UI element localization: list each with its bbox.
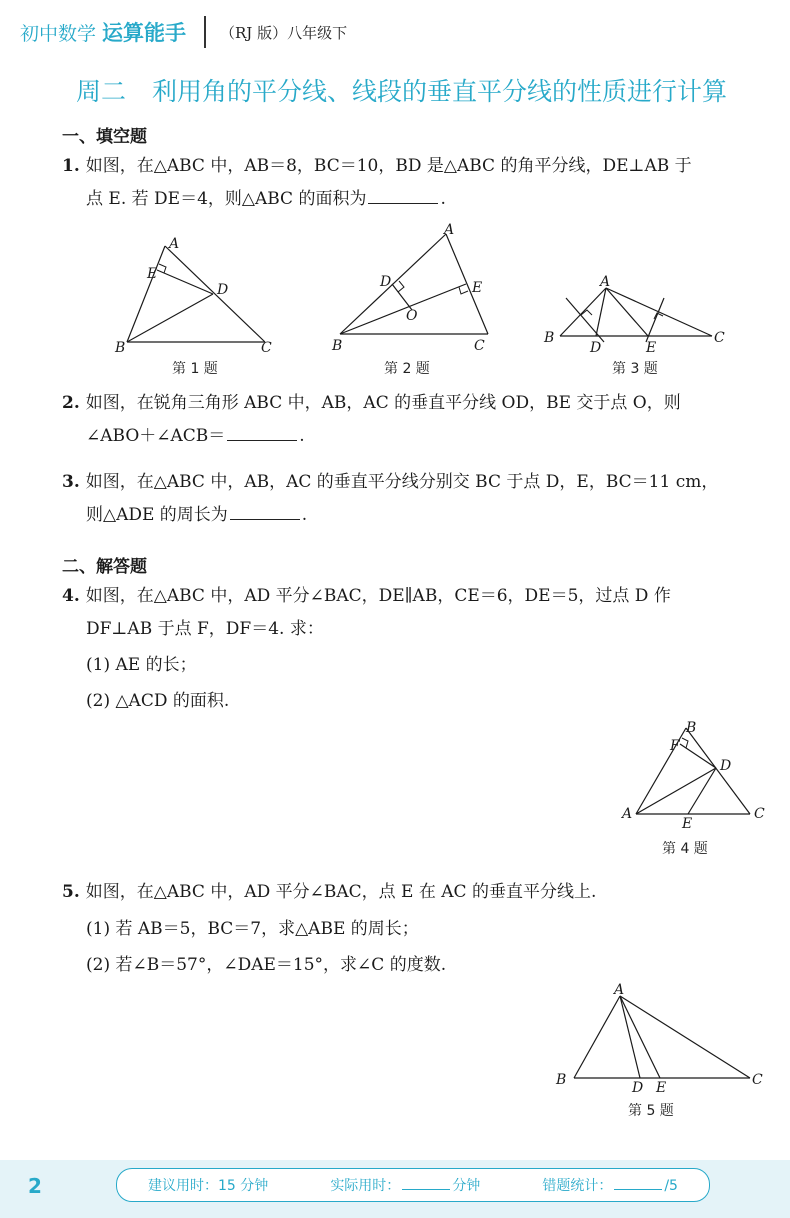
q5-line1: 如图，在△ABC 中，AD 平分∠BAC，点 E 在 AC 的垂直平分线上.: [85, 882, 597, 902]
error-count-total: /5: [664, 1178, 678, 1194]
q5-sub1: (1) 若 AB＝5，BC＝7，求△ABE 的周长；: [86, 919, 419, 939]
fig3-caption: 第 3 题: [612, 361, 658, 377]
error-count-label: 错题统计：: [542, 1178, 613, 1194]
q2-answer-blank[interactable]: [227, 422, 297, 441]
fig4-label-f: F: [670, 738, 680, 754]
page-number: 2: [28, 1174, 42, 1198]
series-name: 初中数学: [20, 22, 97, 45]
q5-number: 5.: [62, 882, 80, 902]
suggested-time: 建议用时：15 分钟: [148, 1178, 269, 1194]
brand-name: 运算能手: [102, 21, 187, 45]
fig4-segment-de: [688, 768, 716, 814]
error-count-input[interactable]: [614, 1175, 662, 1190]
title-day: 周二: [76, 77, 127, 106]
fig2-label-a: A: [444, 222, 455, 238]
fig3-side-ac: [606, 288, 712, 336]
fig3-label-a: A: [600, 274, 611, 290]
q1-period: .: [440, 189, 446, 209]
title-text: 利用角的平分线、线段的垂直平分线的性质进行计算: [152, 77, 728, 106]
fig5-label-e: E: [656, 1080, 667, 1096]
q4-number: 4.: [62, 586, 80, 606]
q2-number: 2.: [62, 393, 80, 413]
fig3-perp-bisector-ab: [566, 298, 604, 342]
fig4-label-b: B: [686, 720, 697, 736]
actual-time-unit: 分钟: [452, 1178, 481, 1194]
fig1-bisector-bd: [127, 294, 213, 342]
edition-label: （RJ 版）八年级下: [220, 23, 348, 42]
question-1: [62, 150, 774, 216]
fig5-label-c: C: [752, 1072, 763, 1088]
fig5-label-a: A: [614, 982, 625, 998]
fig2-right-angle-mark-e: [459, 287, 468, 294]
question-2: [62, 387, 774, 453]
fig5-label-d: D: [632, 1080, 644, 1096]
q3-period: .: [301, 505, 308, 525]
fig4-perp-df: [680, 744, 716, 768]
section-fill-blank: 一、填空题: [62, 127, 147, 147]
q1-answer-blank[interactable]: [368, 185, 438, 204]
fig1-caption: 第 1 题: [172, 361, 218, 377]
q2-line1: 如图，在锐角三角形 ABC 中，AB，AC 的垂直平分线 OD，BE 交于点 O，则: [85, 393, 681, 413]
question-3: [62, 466, 774, 532]
q1-number: 1.: [62, 156, 80, 176]
fig2-label-o: O: [406, 308, 418, 324]
fig4-bisector-ad: [636, 768, 716, 814]
fig5-side-ab: [574, 996, 620, 1078]
actual-time-label: 实际用时：: [330, 1178, 401, 1194]
q3-number: 3.: [62, 472, 80, 492]
fig2-label-e: E: [472, 280, 483, 296]
fig3-label-d: D: [590, 340, 602, 356]
fig1-side-ac: [165, 246, 265, 342]
fig4-caption: 第 4 题: [662, 841, 708, 857]
running-header: [20, 14, 347, 50]
header-divider: [204, 16, 206, 48]
fig2-label-c: C: [474, 338, 485, 354]
fig2-caption: 第 2 题: [384, 361, 430, 377]
time-tracker: [116, 1168, 710, 1202]
fig2-line-be: [340, 284, 466, 334]
question-5: [62, 876, 774, 909]
fig4-label-e: E: [682, 816, 693, 832]
figure-4: [618, 718, 768, 832]
fig3-segment-ad: [596, 288, 606, 336]
fig3-perp-bisector-ac: [646, 298, 664, 342]
fig3-label-e: E: [646, 340, 657, 356]
fig3-segment-ae: [606, 288, 648, 336]
q5-sub2: (2) 若∠B＝57°，∠DAE＝15°，求∠C 的度数.: [86, 955, 447, 975]
actual-time: [330, 1175, 480, 1195]
fig5-label-b: B: [556, 1072, 567, 1088]
section-answer: 二、解答题: [62, 557, 147, 577]
fig4-label-a: A: [622, 806, 633, 822]
q1-line2: 点 E. 若 DE＝4，则△ABC 的面积为: [86, 189, 367, 209]
fig3-label-c: C: [714, 330, 725, 346]
q1-line1: 如图，在△ABC 中，AB＝8，BC＝10，BD 是△ABC 的角平分线，DE⊥AB 于: [85, 156, 692, 176]
page-title: [76, 72, 776, 108]
figure-1: [115, 232, 285, 357]
question-4: [62, 580, 774, 646]
error-count: [542, 1175, 678, 1195]
fig2-label-b: B: [332, 338, 343, 354]
q4-line1: 如图，在△ABC 中，AD 平分∠BAC，DE∥AB，CE＝6，DE＝5，过点 D 作: [85, 586, 671, 606]
fig1-label-e: E: [147, 266, 158, 282]
fig1-label-d: D: [217, 282, 229, 298]
figure-5: [552, 980, 772, 1095]
q4-sub2: (2) △ACD 的面积.: [86, 691, 230, 711]
fig2-label-d: D: [380, 274, 392, 290]
figure-2: [328, 222, 498, 357]
q3-line1: 如图，在△ABC 中，AB，AC 的垂直平分线分别交 BC 于点 D，E，BC＝11 cm，: [85, 472, 719, 492]
fig5-bisector-ad: [620, 996, 640, 1078]
fig2-right-angle-mark-d: [398, 281, 404, 292]
q3-answer-blank[interactable]: [230, 501, 300, 520]
q4-sub1: (1) AE 的长；: [86, 655, 197, 675]
fig1-label-b: B: [115, 340, 126, 356]
fig1-side-ab: [127, 246, 165, 342]
fig2-side-ab: [340, 234, 446, 334]
fig3-label-b: B: [544, 330, 555, 346]
fig4-label-d: D: [720, 758, 732, 774]
fig4-label-c: C: [754, 806, 765, 822]
fig5-caption: 第 5 题: [628, 1103, 674, 1119]
q4-line2: DF⊥AB 于点 F，DF＝4. 求：: [86, 619, 324, 639]
fig3-side-ab: [560, 288, 606, 336]
fig1-perp-de: [157, 270, 213, 294]
actual-time-input[interactable]: [402, 1175, 450, 1190]
fig1-label-a: A: [169, 236, 180, 252]
q3-line2: 则△ADE 的周长为: [86, 505, 228, 525]
fig2-line-od: [392, 284, 412, 310]
figure-3: [540, 270, 730, 355]
fig1-label-c: C: [261, 340, 272, 356]
q2-line2: ∠ABO＋∠ACB＝: [86, 426, 226, 446]
q2-period: .: [299, 426, 305, 446]
